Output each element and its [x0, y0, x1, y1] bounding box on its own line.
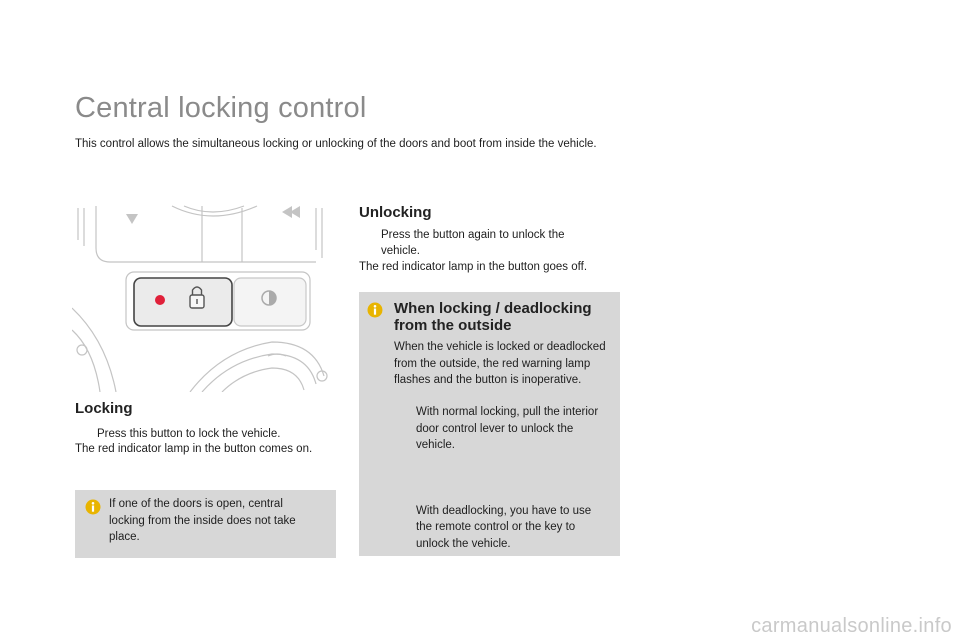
locking-bullet — [75, 426, 280, 442]
outside-info-heading-line2: from the outside — [394, 317, 512, 334]
locking-info-text: If one of the doors is open, central locking from the inside does not take place. — [109, 498, 296, 543]
locking-info-box — [75, 490, 336, 558]
outside-info-bullet-text: With deadlocking, you have to use the remote control or the key to unlock the vehicle. — [416, 504, 592, 550]
outside-info-bullet-text: With normal locking, pull the interior door control lever to unlock the vehicle. — [416, 406, 599, 451]
intro-paragraph: This control allows the simultaneous locking or unlocking of the doors and boot from inside the vehicle. — [75, 138, 597, 150]
central-locking-button-illustration — [72, 200, 338, 392]
unlocking-heading: Unlocking — [359, 204, 432, 221]
info-icon — [85, 499, 101, 515]
unlocking-bullet — [359, 227, 564, 243]
outside-info-bullet — [394, 503, 609, 553]
locking-heading: Locking — [75, 400, 133, 417]
page-title: Central locking control — [75, 92, 367, 124]
locking-bullet-text: Press this button to lock the vehicle. — [97, 428, 281, 440]
outside-info-heading-line1: When locking / deadlocking — [394, 300, 592, 317]
unlocking-bullet-line2: vehicle. — [381, 245, 420, 257]
unlocking-bullet-line1: Press the button again to unlock the — [381, 229, 565, 241]
outside-info-bullet — [394, 404, 609, 454]
outside-info-box — [359, 292, 620, 556]
outside-info-text: When the vehicle is locked or deadlocked from the outside, the red warning lamp flashes and the button is inoperative. — [394, 341, 606, 386]
info-icon — [367, 302, 383, 318]
footer-watermark: carmanualsonline.info — [751, 615, 952, 637]
locking-note: The red indicator lamp in the button comes on. — [75, 443, 313, 455]
outside-info-heading — [394, 300, 616, 334]
unlocking-note: The red indicator lamp in the button goes off. — [359, 261, 588, 273]
